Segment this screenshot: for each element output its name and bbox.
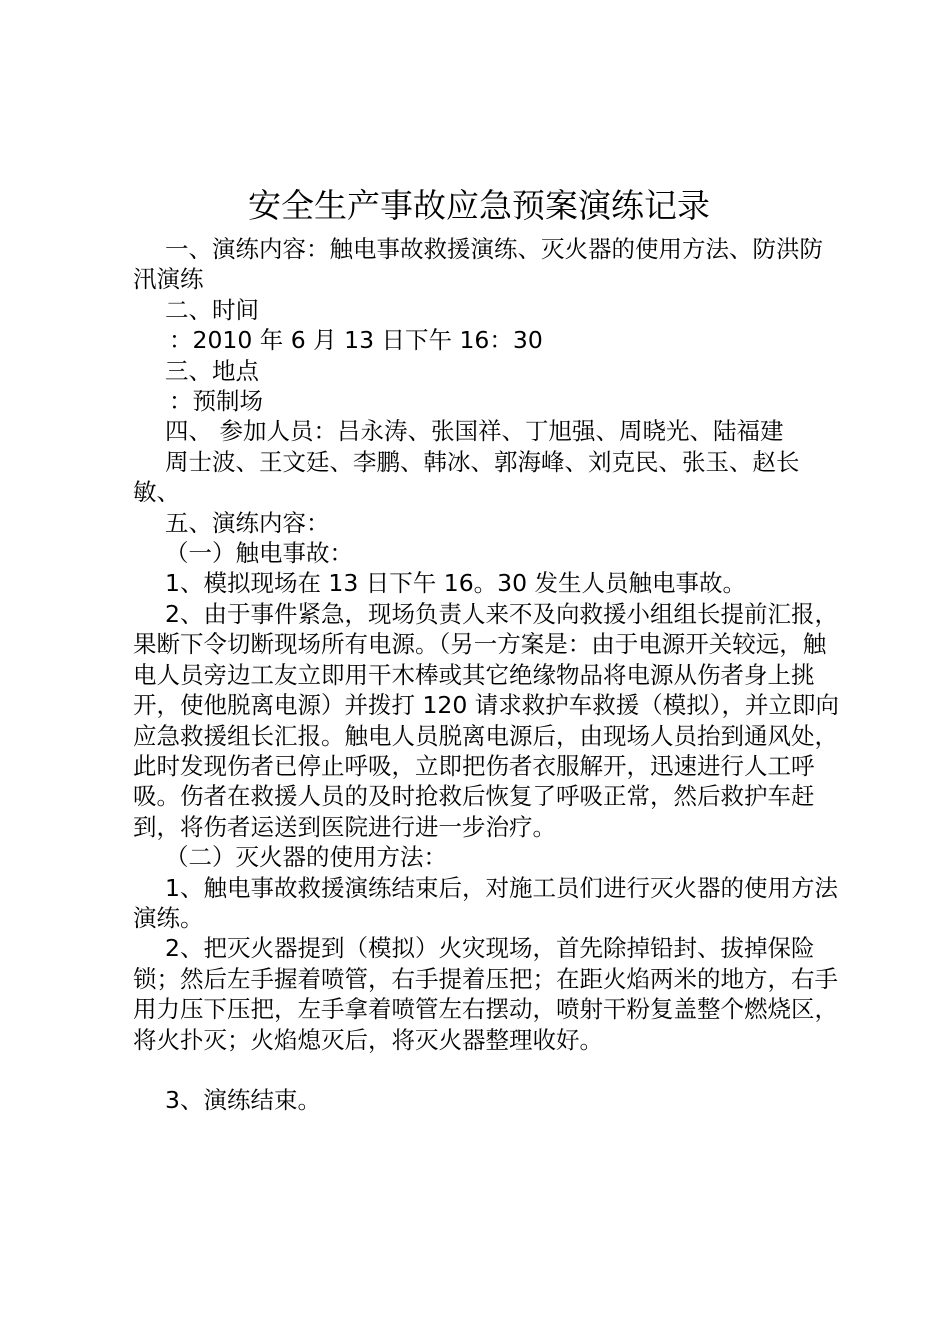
paragraph-drill-end: 3、演练结束。 [165, 1085, 321, 1114]
paragraph-step-1: 1、模拟现场在 13 日下午 16。30 发生人员触电事故。 [165, 569, 747, 598]
paragraph-location-heading: 三、地点 [165, 356, 259, 385]
paragraph-location-value: ：预制场 [169, 387, 263, 416]
paragraph-participants: 四、 参加人员：吕永涛、张国祥、丁旭强、周晓光、陆福建 [165, 417, 784, 446]
paragraph-section-electric-shock: （一）触电事故： [165, 539, 353, 568]
paragraph-spacing [133, 1055, 843, 1085]
paragraph-drill-content: 一、演练内容：触电事故救援演练、灭火器的使用方法、防洪防汛演练 [133, 235, 823, 294]
paragraph-participants-continued: 周士波、王文廷、李鹏、韩冰、郭海峰、刘克民、张玉、赵长敏、 [133, 447, 800, 507]
paragraph-section-extinguisher: （二）灭火器的使用方法： [165, 843, 447, 872]
paragraph-step-2: 2、由于事件紧急，现场负责人来不及向救援小组组长提前汇报，果断下令切断现场所有电源。（另一方案是：由于电源开关较远，触电人员旁边工友立即用干木棒或其它绝缘物品将电源从伤者身上挑开，使他脱离电源）并拨打 120 请求救护车救援（模拟），并立即向应急救援组长汇报。触电人员脱离电源后，由现场人员抬到通风处，此时发现伤者已停止呼吸，立即把伤者衣服解开，迅速进行人工呼吸。伤者在救援人员的及时抢救后恢复了呼吸正常，然后救护车赶到，将伤者运送到医院进行进一步治疗。 [133, 599, 840, 841]
paragraph-time-value: ：2010 年 6 月 13 日下午 16：30 [169, 326, 543, 355]
paragraph-extinguisher-step-2: 2、把灭火器提到（模拟）火灾现场，首先除掉铅封、拔掉保险锁；然后左手握着喷管，右手提着压把；在距火焰两米的地方，右手用力压下压把，左手拿着喷管左右摆动，喷射干粉复盖整个燃烧区，将火扑灭；火焰熄灭后，将灭火器整理收好。 [133, 934, 838, 1054]
document-title: 安全生产事故应急预案演练记录 [248, 186, 710, 225]
paragraph-extinguisher-step-1: 1、触电事故救援演练结束后，对施工员们进行灭火器的使用方法演练。 [133, 873, 838, 932]
paragraph-time-heading: 二、时间 [165, 295, 259, 324]
document-body [133, 234, 843, 1115]
paragraph-drill-content-heading: 五、演练内容： [165, 508, 330, 537]
